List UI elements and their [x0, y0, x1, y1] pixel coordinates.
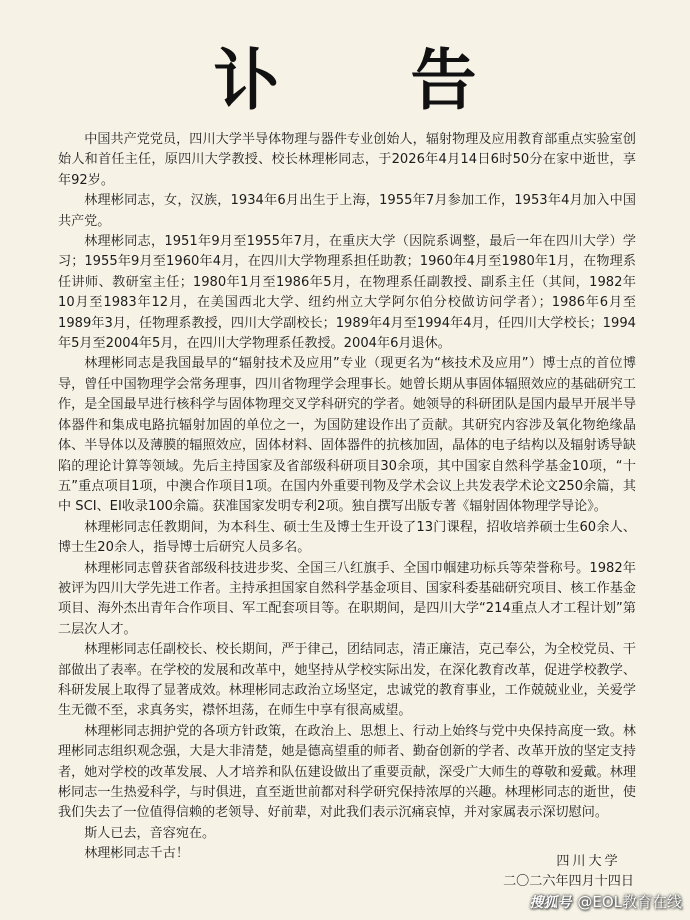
watermark-user: @EOL教育在线 — [577, 893, 682, 911]
signature-org: 四川大学 — [556, 854, 621, 869]
paragraph-career: 林理彬同志，1951年9月至1955年7月，在重庆大学（因院系调整，最后一年在四川大学）学习；1955年9月至1960年4月，在四川大学物理系担任助教；1960年4月至1980年1月，在物理系任讲师、教研室主任；1980年1月至1986年5月，在物理系任副教授、副系主任（其间，1982年10月至1983年12月，在美国西北大学、纽约州立大学阿尔伯分校做访问学者）；1986年6月至1989年3月，任物理系教授，四川大学副校长；1989年4月至1994年4月，任四川大学校长；1994年5月至2004年5月，在四川大学物理系任教授。2004年6月退休。 — [58, 234, 636, 352]
paragraph-research: 林理彬同志是我国最早的“辐射技术及应用”专业（现更名为“核技术及应用”）博士点的首位博导，曾任中国物理学会常务理事，四川省物理学会理事长。她曾长期从事固体辐照效应的基础研究工作，是全国最早进行核科学与固体物理交叉学科研究的学者。她领导的科研团队是国内最早开展半导体器件和集成电路抗辐射加固的单位之一，为国防建设作出了贡献。其研究内容涉及氧化物绝缘晶体、半导体以及薄膜的辐照效应，固体材料、固体器件的抗核加固，晶体的电子结构以及辐射诱导缺陷的理论计算等领域。先后主持国家及省部级科研项目30余项，其中国家自然科学基金10项，“十五”重点项目1项，中澳合作项目1项。在国内外重要刊物及学术会议上共发表学术论文250余篇，其中 SCI、EI收录100余篇。获准国家发明专利2项。独自撰写出版专著《辐射固体物理学导论》。 — [58, 356, 636, 515]
watermark-logo: 搜狐号 — [529, 894, 572, 911]
paragraph-leadership: 林理彬同志任副校长、校长期间，严于律己，团结同志，清正廉洁，克己奉公，为全校党员、干部做出了表率。在学校的发展和改革中，她坚持从学校实际出发，在深化教育改革，促进学校教学、科研发展上取得了显著成效。林理彬同志政治立场坚定，忠诚党的教育事业，工作兢兢业业，关爱学生无微不至，求真务实，襟怀坦荡，在师生中享有很高威望。 — [58, 642, 636, 719]
paragraph-farewell: 斯人已去，音容宛在。 — [84, 825, 216, 841]
paragraph-intro: 中国共产党党员，四川大学半导体物理与器件专业创始人，辐射物理及应用教育部重点实验室创始人和首任主任，原四川大学教授、校长林理彬同志，于2026年4月14日6时50分在家中逝世，享年92岁。 — [58, 132, 636, 188]
paragraph-honors: 林理彬同志曾获省部级科技进步奖、全国三八红旗手、全国巾帼建功标兵等荣誉称号。1982年被评为四川大学先进工作者。主持承担国家自然科学基金项目、国家科委基础研究项目、核工作基金项目、海外杰出青年合作项目、军工配套项目等。在职期间，是四川大学“214重点人才工程计划”第二层次人才。 — [58, 560, 636, 637]
paragraph-teaching: 林理彬同志任教期间，为本科生、硕士生及博士生开设了13门课程，招收培养硕士生60余人、博士生20余人，指导博士后研究人员多名。 — [58, 519, 636, 556]
watermark — [529, 891, 682, 912]
paragraph-profile: 林理彬同志，女，汉族，1934年6月出生于上海，1955年7月参加工作，1953年4月加入中国共产党。 — [58, 193, 636, 229]
paragraph-tribute: 林理彬同志拥护党的各项方针政策，在政治上、思想上、行动上始终与党中央保持高度一致。林理彬同志组织观念强，大是大非清楚，她是德高望重的师者、勤奋创新的学者、改革开放的坚定支持者，她对学校的改革发展、人才培养和队伍建设做出了重要贡献，深受广大师生的尊敬和爱戴。林理彬同志一生热爱科学，与时俱进，直至逝世前都对科学研究保持浓厚的兴趣。林理彬同志的逝世，使我们失去了一位值得信赖的老领导、好前辈，对此我们表示沉痛哀悼，并对家属表示深切慰问。 — [58, 723, 636, 821]
paragraph-closing: 林理彬同志千古！ — [84, 846, 189, 862]
signature-date: 二〇二六年四月十四日 — [503, 874, 634, 890]
signature-block — [503, 852, 634, 893]
obituary-body — [58, 130, 636, 865]
page-title: 讣 告 — [213, 41, 531, 119]
